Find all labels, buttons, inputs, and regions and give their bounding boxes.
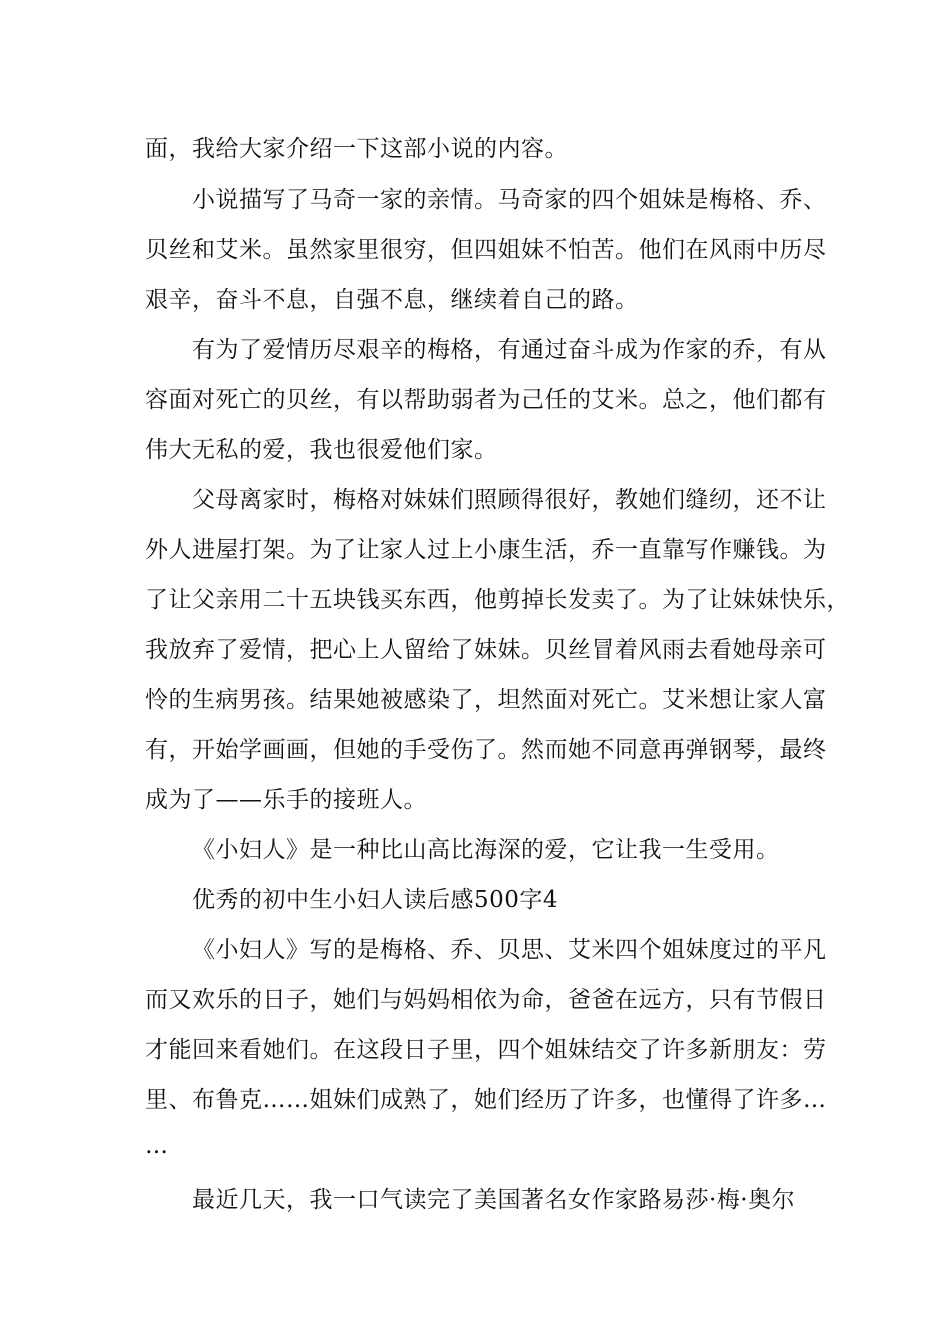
paragraph-start-line: 有为了爱情历尽艰辛的梅格，有通过奋斗成为作家的乔，有从 — [192, 337, 827, 363]
section-heading: 优秀的初中生小妇人读后感500字4 — [192, 887, 559, 913]
text-line: 里、布鲁克……姐妹们成熟了，她们经历了许多，也懂得了许多… — [145, 1087, 827, 1113]
text-line: 有，开始学画画，但她的手受伤了。然而她不同意再弹钢琴，最终 — [145, 737, 827, 763]
text-line: 了让父亲用二十五块钱买东西，他剪掉长发卖了。为了让妹妹快乐， — [145, 587, 850, 613]
paragraph-start-line: 小说描写了马奇一家的亲情。马奇家的四个姐妹是梅格、乔、 — [192, 187, 827, 213]
paragraph-start-line: 《小妇人》是一种比山高比海深的爱，它让我一生受用。 — [192, 837, 780, 863]
text-line: 容面对死亡的贝丝，有以帮助弱者为己任的艾米。总之，他们都有 — [145, 387, 827, 413]
text-line: 成为了——乐手的接班人。 — [145, 787, 427, 813]
text-line: … — [145, 1133, 169, 1159]
text-line: 而又欢乐的日子，她们与妈妈相依为命，爸爸在远方，只有节假日 — [145, 987, 827, 1013]
paragraph-start-line: 《小妇人》写的是梅格、乔、贝思、艾米四个姐妹度过的平凡 — [192, 937, 827, 963]
paragraph-start-line: 最近几天，我一口气读完了美国著名女作家路易莎·梅·奥尔 — [192, 1187, 796, 1213]
text-line: 我放弃了爱情，把心上人留给了妹妹。贝丝冒着风雨去看她母亲可 — [145, 637, 827, 663]
text-line: 贝丝和艾米。虽然家里很穷，但四姐妹不怕苦。他们在风雨中历尽 — [145, 237, 827, 263]
text-line: 才能回来看她们。在这段日子里，四个姐妹结交了许多新朋友：劳 — [145, 1037, 827, 1063]
text-line: 面，我给大家介绍一下这部小说的内容。 — [145, 136, 568, 162]
text-line: 外人进屋打架。为了让家人过上小康生活，乔一直靠写作赚钱。为 — [145, 537, 827, 563]
text-line: 怜的生病男孩。结果她被感染了，坦然面对死亡。艾米想让家人富 — [145, 687, 827, 713]
text-line: 艰辛，奋斗不息，自强不息，继续着自己的路。 — [145, 287, 639, 313]
paragraph-start-line: 父母离家时，梅格对妹妹们照顾得很好，教她们缝纫，还不让 — [192, 487, 827, 513]
text-line: 伟大无私的爱，我也很爱他们家。 — [145, 437, 498, 463]
